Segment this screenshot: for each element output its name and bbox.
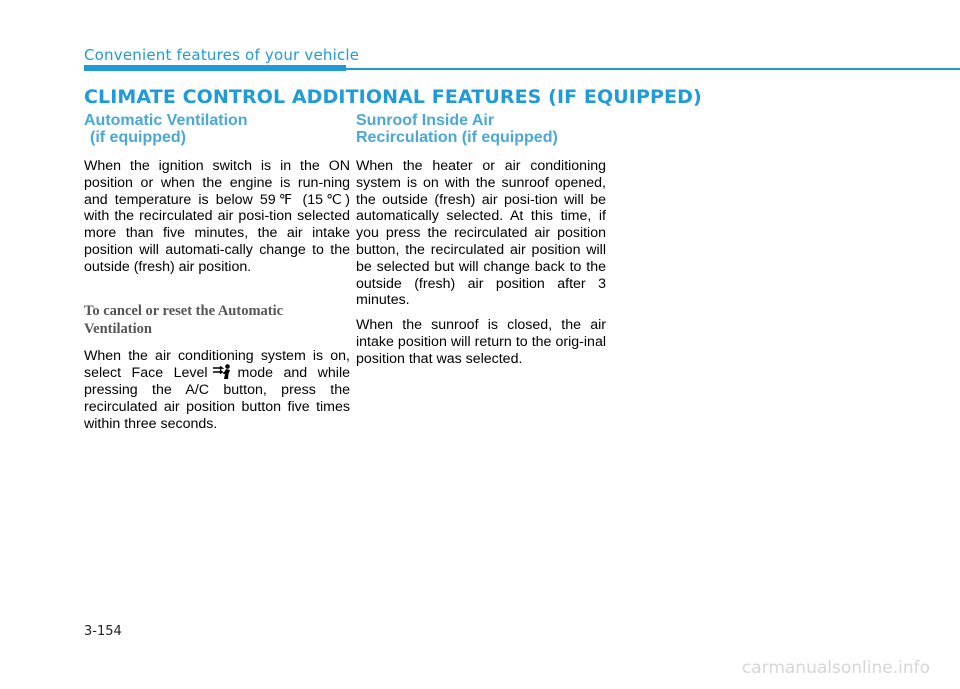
heading-line-1: Automatic Ventilation	[84, 112, 248, 129]
cancel-reset-subheading: To cancel or reset the Automatic Ventilation	[84, 302, 284, 337]
page-number: 3-154	[84, 624, 122, 639]
header-bar-thin	[346, 68, 960, 70]
sunroof-paragraph-2: When the sunroof is closed, the air intake position will return to the orig-inal position that was selected.	[356, 317, 606, 367]
automatic-ventilation-paragraph: When the ignition switch is in the ON position or when the engine is run-ning and temperature is below 59℉ (15℃) with the recirculated air posi-tion selected more than five minutes, the air intake position will automati-cally change to the outside (fresh) air position.	[84, 158, 350, 275]
cancel-text-before-icon: When the air conditioning system is on, select Face Level	[84, 347, 350, 382]
chapter-header: Convenient features of your vehicle	[84, 46, 360, 64]
face-level-icon	[212, 364, 232, 380]
sunroof-paragraph-1: When the heater or air conditioning system is on with the sunroof opened, the outside (fresh) air posi-tion will be automatically selected. At this time, if you press the recirculated air position button, the recirculated air position will be selected but will change back to the outside (fresh) air position after 3 minutes.	[356, 158, 606, 309]
automatic-ventilation-heading	[84, 112, 350, 146]
heading-line-2: Recirculation (if equipped)	[356, 129, 558, 146]
left-column	[84, 112, 350, 441]
right-column	[356, 112, 606, 376]
cancel-text-after-icon: mode and while pressing the A/C button, press the recirculated air position button five times within three seconds.	[84, 365, 350, 432]
cancel-reset-paragraph	[84, 348, 350, 433]
sunroof-recirculation-heading	[356, 112, 606, 146]
section-title: CLIMATE CONTROL ADDITIONAL FEATURES (IF EQUIPPED)	[84, 86, 702, 108]
watermark: carmanualsonline.info	[741, 658, 930, 678]
heading-line-1: Sunroof Inside Air	[356, 112, 495, 129]
heading-line-2: (if equipped)	[90, 129, 186, 146]
header-bar-thick	[84, 65, 346, 71]
